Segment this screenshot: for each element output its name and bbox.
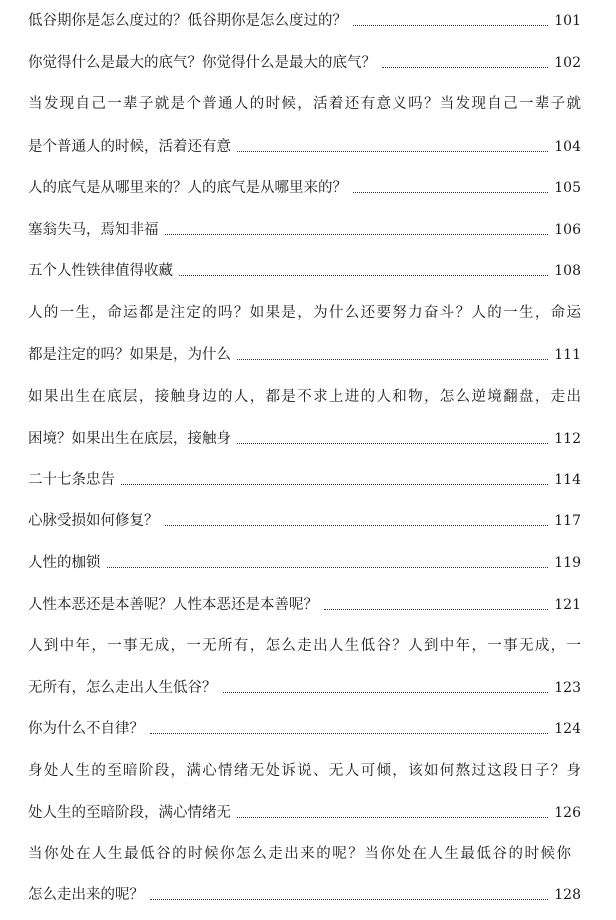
toc-page-number: 105 [554, 180, 581, 196]
dot-leader [353, 192, 548, 193]
dot-leader [324, 609, 548, 610]
toc-page-number: 114 [554, 472, 581, 488]
toc-entry-title: 塞翁失马，焉知非福 [28, 222, 159, 238]
toc-page-number: 112 [554, 431, 581, 447]
toc-entry[interactable] [28, 260, 581, 282]
toc-page-number: 106 [554, 222, 581, 238]
toc-entry-title: 人的底气是从哪里来的？人的底气是从哪里来的？ [28, 180, 347, 196]
dot-leader [179, 275, 548, 276]
toc-entry-title: 人的一生，命运都是注定的吗？如果是，为什么还要努力奋斗？人的一生，命运 [28, 305, 581, 321]
toc-entry-wrapped-line[interactable] [28, 302, 581, 324]
toc-entry-wrapped-line[interactable] [28, 635, 581, 657]
toc-page-number: 128 [554, 887, 581, 903]
toc-page-number: 108 [554, 263, 581, 279]
toc-entry-title: 无所有，怎么走出人生低谷？ [28, 680, 217, 696]
toc-entry[interactable] [28, 469, 581, 491]
toc-entry[interactable] [28, 428, 581, 450]
toc-entry-title: 心脉受损如何修复？ [28, 513, 159, 529]
toc-entry-title: 当发现自己一辈子就是个普通人的时候，活着还有意义吗？当发现自己一辈子就 [28, 96, 581, 112]
dot-leader [150, 733, 548, 734]
toc-entry[interactable] [28, 802, 581, 824]
toc-entry[interactable] [28, 177, 581, 199]
toc-entry[interactable] [28, 510, 581, 532]
dot-leader [237, 817, 548, 818]
toc-entry-title: 当你处在人生最低谷的时候你怎么走出来的呢？当你处在人生最低谷的时候你 [28, 846, 571, 862]
toc-entry[interactable] [28, 677, 581, 699]
toc-entry-title: 低谷期你是怎么度过的？低谷期你是怎么度过的？ [28, 13, 347, 29]
toc-entry-wrapped-line[interactable] [28, 93, 581, 115]
toc-entry[interactable] [28, 10, 581, 32]
toc-entry-title: 你觉得什么是最大的底气？你觉得什么是最大的底气？ [28, 55, 376, 71]
dot-leader [237, 443, 548, 444]
toc-entry-title: 如果出生在底层，接触身边的人，都是不求上进的人和物，怎么逆境翻盘，走出 [28, 389, 581, 405]
toc-entry[interactable] [28, 718, 581, 740]
toc-entry-title: 怎么走出来的呢？ [28, 887, 144, 903]
toc-page-number: 111 [554, 347, 581, 363]
toc-page-number: 126 [554, 805, 581, 821]
dot-leader [165, 234, 549, 235]
toc-entry-wrapped-line[interactable] [28, 843, 571, 865]
toc-page-number: 119 [554, 555, 581, 571]
toc-page-number: 121 [554, 597, 581, 613]
toc-entry-title: 二十七条忠告 [28, 472, 115, 488]
toc-entry[interactable] [28, 344, 581, 366]
toc-entry-title: 人性的枷锁 [28, 555, 101, 571]
toc-entry[interactable] [28, 136, 581, 158]
toc-entry-title: 处人生的至暗阶段，满心情绪无 [28, 805, 231, 821]
dot-leader [237, 359, 548, 360]
toc-entry-title: 都是注定的吗？如果是，为什么 [28, 347, 231, 363]
dot-leader [353, 25, 548, 26]
toc-entry-title: 人性本恶还是本善呢？人性本恶还是本善呢？ [28, 597, 318, 613]
toc-page-number: 104 [554, 139, 581, 155]
toc-entry-title: 困境？如果出生在底层，接触身 [28, 431, 231, 447]
toc-page-number: 102 [554, 55, 581, 71]
dot-leader [150, 899, 548, 900]
toc-entry-title: 人到中年，一事无成，一无所有，怎么走出人生低谷？人到中年，一事无成，一 [28, 638, 581, 654]
toc-page-number: 124 [554, 721, 581, 737]
toc-entry[interactable] [28, 552, 581, 574]
toc-entry[interactable] [28, 594, 581, 616]
toc-entry-wrapped-line[interactable] [28, 386, 581, 408]
dot-leader [165, 525, 549, 526]
toc-entry-wrapped-line[interactable] [28, 760, 581, 782]
toc-entry[interactable] [28, 52, 581, 74]
dot-leader [121, 484, 548, 485]
dot-leader [237, 151, 548, 152]
dot-leader [223, 692, 549, 693]
toc-page-number: 117 [554, 513, 581, 529]
toc-entry-title: 是个普通人的时候，活着还有意 [28, 139, 231, 155]
toc-entry-title: 你为什么不自律？ [28, 721, 144, 737]
toc-entry-title: 身处人生的至暗阶段，满心情绪无处诉说、无人可倾，该如何熬过这段日子？身 [28, 763, 581, 779]
toc-entry[interactable] [28, 219, 581, 241]
toc-page-number: 101 [554, 13, 581, 29]
dot-leader [107, 567, 549, 568]
dot-leader [382, 67, 548, 68]
toc-entry[interactable] [28, 884, 581, 906]
toc-page-number: 123 [554, 680, 581, 696]
toc-entry-title: 五个人性铁律值得收藏 [28, 263, 173, 279]
